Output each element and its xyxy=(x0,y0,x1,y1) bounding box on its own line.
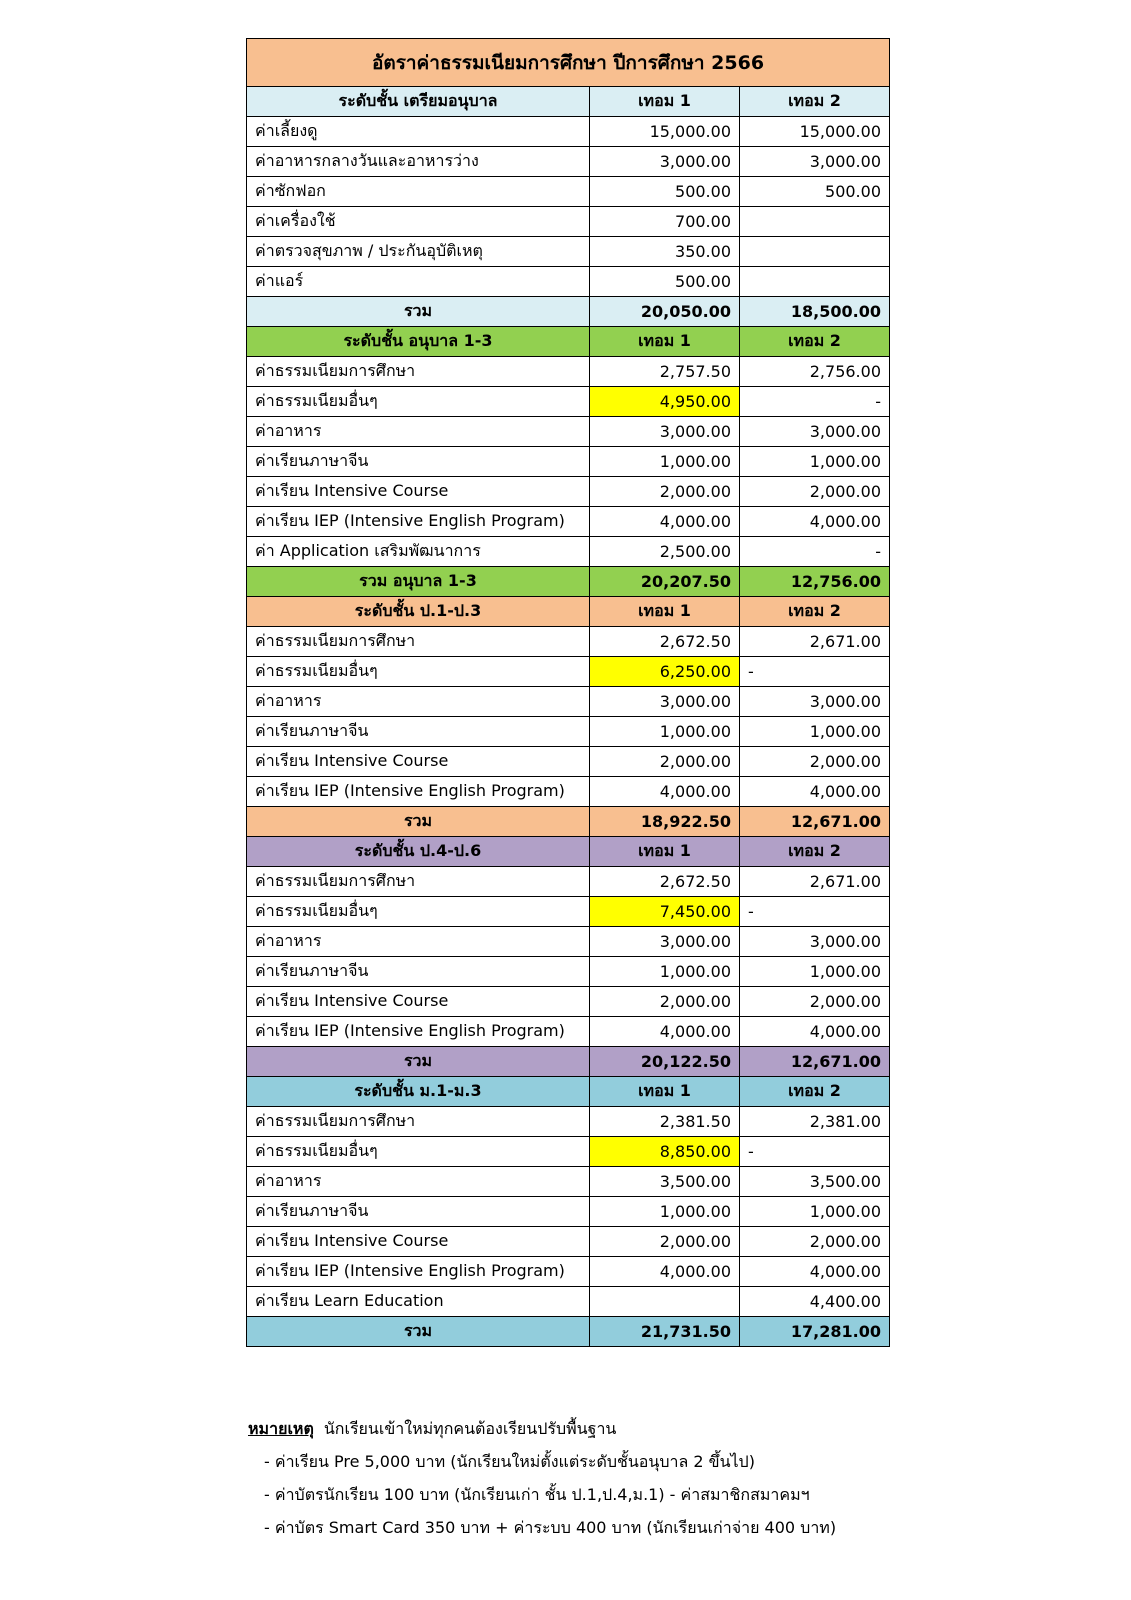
term2-amount: 2,381.00 xyxy=(740,1107,890,1137)
term1-amount: 2,672.50 xyxy=(590,867,740,897)
fee-label: ค่าตรวจสุขภาพ / ประกันอุบัติเหตุ xyxy=(247,237,590,267)
note-item: - ค่าเรียน Pre 5,000 บาท (นักเรียนใหม่ตั้งแต่ระดับชั้นอนุบาล 2 ขึ้นไป) xyxy=(264,1452,755,1471)
fee-label: ค่าเรียน Intensive Course xyxy=(247,747,590,777)
notes-intro: นักเรียนเข้าใหม่ทุกคนต้องเรียนปรับพื้นฐาน xyxy=(323,1419,617,1438)
term1-amount: 2,500.00 xyxy=(590,537,740,567)
term2-amount: 15,000.00 xyxy=(740,117,890,147)
fee-label: ค่าเรียน IEP (Intensive English Program) xyxy=(247,777,590,807)
fee-label: ค่าธรรมเนียมอื่นๆ xyxy=(247,657,590,687)
fee-row xyxy=(247,927,890,957)
fee-label: ค่าเรียน IEP (Intensive English Program) xyxy=(247,507,590,537)
fee-row xyxy=(247,1167,890,1197)
section-total-row xyxy=(247,1047,890,1077)
term2-amount: 2,000.00 xyxy=(740,1227,890,1257)
term1-amount: 1,000.00 xyxy=(590,957,740,987)
fee-label: ค่าแอร์ xyxy=(247,267,590,297)
term1-amount: 500.00 xyxy=(590,177,740,207)
term2-amount: 3,000.00 xyxy=(740,147,890,177)
fee-label: ค่าธรรมเนียมการศึกษา xyxy=(247,357,590,387)
term2-header: เทอม 2 xyxy=(740,87,890,117)
term1-header: เทอม 1 xyxy=(590,327,740,357)
term2-amount: 3,000.00 xyxy=(740,927,890,957)
term2-amount: 1,000.00 xyxy=(740,447,890,477)
term1-amount: 2,000.00 xyxy=(590,747,740,777)
term1-amount: 4,000.00 xyxy=(590,777,740,807)
fee-label: ค่าอาหารกลางวันและอาหารว่าง xyxy=(247,147,590,177)
fee-label: ค่าเรียน Intensive Course xyxy=(247,1227,590,1257)
fee-label: ค่าอาหาร xyxy=(247,927,590,957)
term2-amount: - xyxy=(740,387,890,417)
term2-amount: 3,000.00 xyxy=(740,417,890,447)
term2-amount: - xyxy=(740,537,890,567)
term2-amount: 1,000.00 xyxy=(740,957,890,987)
total-label: รวม xyxy=(247,1047,590,1077)
fee-row xyxy=(247,1257,890,1287)
fee-row xyxy=(247,177,890,207)
fee-label: ค่าเรียน Intensive Course xyxy=(247,477,590,507)
term2-amount: 3,000.00 xyxy=(740,687,890,717)
term1-total: 18,922.50 xyxy=(590,807,740,837)
section-total-row xyxy=(247,567,890,597)
term2-total: 12,671.00 xyxy=(740,807,890,837)
fee-row xyxy=(247,1107,890,1137)
term1-amount: 4,000.00 xyxy=(590,1257,740,1287)
fee-label: ค่าธรรมเนียมอื่นๆ xyxy=(247,1137,590,1167)
term2-amount: - xyxy=(740,897,890,927)
notes xyxy=(248,1412,836,1544)
term2-amount: 2,671.00 xyxy=(740,627,890,657)
fee-label: ค่าอาหาร xyxy=(247,1167,590,1197)
total-label: รวม xyxy=(247,297,590,327)
total-label: รวม xyxy=(247,1317,590,1347)
section-heading: ระดับชั้น ม.1-ม.3 xyxy=(247,1077,590,1107)
fee-label: ค่า Application เสริมพัฒนาการ xyxy=(247,537,590,567)
fee-row xyxy=(247,357,890,387)
fee-label: ค่าเรียน IEP (Intensive English Program) xyxy=(247,1257,590,1287)
term1-header: เทอม 1 xyxy=(590,1077,740,1107)
term2-total: 18,500.00 xyxy=(740,297,890,327)
section-heading: ระดับชั้น อนุบาล 1-3 xyxy=(247,327,590,357)
fee-row xyxy=(247,1287,890,1317)
fee-row xyxy=(247,897,890,927)
fee-label: ค่าเรียน Learn Education xyxy=(247,1287,590,1317)
fee-label: ค่าธรรมเนียมการศึกษา xyxy=(247,1107,590,1137)
section-total-row xyxy=(247,807,890,837)
section-heading: ระดับชั้น เตรียมอนุบาล xyxy=(247,87,590,117)
term2-total: 12,671.00 xyxy=(740,1047,890,1077)
fee-row xyxy=(247,537,890,567)
term2-header: เทอม 2 xyxy=(740,1077,890,1107)
term2-header: เทอม 2 xyxy=(740,837,890,867)
fee-row xyxy=(247,117,890,147)
term1-header: เทอม 1 xyxy=(590,837,740,867)
fee-table xyxy=(246,38,890,1347)
term1-amount: 1,000.00 xyxy=(590,447,740,477)
section-header-row xyxy=(247,837,890,867)
notes-header xyxy=(248,1412,836,1445)
term1-amount xyxy=(590,1287,740,1317)
fee-label: ค่าธรรมเนียมการศึกษา xyxy=(247,867,590,897)
term1-amount: 4,950.00 xyxy=(590,387,740,417)
fee-label: ค่าซักฟอก xyxy=(247,177,590,207)
term1-amount: 500.00 xyxy=(590,267,740,297)
term1-amount: 2,000.00 xyxy=(590,477,740,507)
fee-label: ค่าธรรมเนียมการศึกษา xyxy=(247,627,590,657)
section-header-row xyxy=(247,87,890,117)
term2-amount: 2,756.00 xyxy=(740,357,890,387)
section-total-row xyxy=(247,297,890,327)
notes-title: หมายเหตุ xyxy=(248,1419,314,1438)
total-label: รวม xyxy=(247,807,590,837)
term1-amount: 2,672.50 xyxy=(590,627,740,657)
fee-row xyxy=(247,717,890,747)
fee-row xyxy=(247,267,890,297)
fee-label: ค่าเรียน Intensive Course xyxy=(247,987,590,1017)
fee-row xyxy=(247,1227,890,1257)
term2-amount: 3,500.00 xyxy=(740,1167,890,1197)
fee-label: ค่าเรียนภาษาจีน xyxy=(247,957,590,987)
term2-amount: 4,000.00 xyxy=(740,777,890,807)
fee-label: ค่าอาหาร xyxy=(247,687,590,717)
term2-total: 17,281.00 xyxy=(740,1317,890,1347)
term1-amount: 1,000.00 xyxy=(590,1197,740,1227)
fee-row xyxy=(247,657,890,687)
term2-amount: 4,000.00 xyxy=(740,1257,890,1287)
term2-amount: 2,000.00 xyxy=(740,477,890,507)
term1-amount: 700.00 xyxy=(590,207,740,237)
fee-row xyxy=(247,387,890,417)
term1-amount: 3,000.00 xyxy=(590,927,740,957)
term2-amount xyxy=(740,207,890,237)
term1-amount: 6,250.00 xyxy=(590,657,740,687)
fee-label: ค่าเรียนภาษาจีน xyxy=(247,447,590,477)
section-heading: ระดับชั้น ป.4-ป.6 xyxy=(247,837,590,867)
term2-total: 12,756.00 xyxy=(740,567,890,597)
term1-amount: 2,000.00 xyxy=(590,1227,740,1257)
term2-amount: 500.00 xyxy=(740,177,890,207)
fee-table-body xyxy=(247,39,890,1347)
term2-header: เทอม 2 xyxy=(740,597,890,627)
term1-amount: 3,500.00 xyxy=(590,1167,740,1197)
term2-amount: 4,000.00 xyxy=(740,507,890,537)
fee-row xyxy=(247,627,890,657)
term1-amount: 3,000.00 xyxy=(590,417,740,447)
term2-amount: 2,671.00 xyxy=(740,867,890,897)
fee-row xyxy=(247,777,890,807)
term1-amount: 15,000.00 xyxy=(590,117,740,147)
section-header-row xyxy=(247,1077,890,1107)
term1-amount: 2,000.00 xyxy=(590,987,740,1017)
fee-label: ค่าเรียน IEP (Intensive English Program) xyxy=(247,1017,590,1047)
term1-amount: 7,450.00 xyxy=(590,897,740,927)
page-title: อัตราค่าธรรมเนียมการศึกษา ปีการศึกษา 2566 xyxy=(247,39,890,87)
fee-row xyxy=(247,237,890,267)
section-heading: ระดับชั้น ป.1-ป.3 xyxy=(247,597,590,627)
term1-total: 20,050.00 xyxy=(590,297,740,327)
fee-row xyxy=(247,747,890,777)
term1-amount: 3,000.00 xyxy=(590,687,740,717)
term2-amount: - xyxy=(740,657,890,687)
fee-row xyxy=(247,417,890,447)
fee-row xyxy=(247,147,890,177)
total-label: รวม อนุบาล 1-3 xyxy=(247,567,590,597)
fee-label: ค่าเรียนภาษาจีน xyxy=(247,1197,590,1227)
fee-row xyxy=(247,447,890,477)
term1-amount: 1,000.00 xyxy=(590,717,740,747)
fee-label: ค่าธรรมเนียมอื่นๆ xyxy=(247,387,590,417)
fee-row xyxy=(247,957,890,987)
fee-row xyxy=(247,1017,890,1047)
term2-amount: 1,000.00 xyxy=(740,717,890,747)
term1-total: 20,207.50 xyxy=(590,567,740,597)
fee-row xyxy=(247,207,890,237)
section-total-row xyxy=(247,1317,890,1347)
term1-total: 20,122.50 xyxy=(590,1047,740,1077)
term1-total: 21,731.50 xyxy=(590,1317,740,1347)
term2-amount: 4,000.00 xyxy=(740,1017,890,1047)
fee-row xyxy=(247,507,890,537)
fee-label: ค่าเรียนภาษาจีน xyxy=(247,717,590,747)
term1-header: เทอม 1 xyxy=(590,87,740,117)
fee-label: ค่าเครื่องใช้ xyxy=(247,207,590,237)
fee-row xyxy=(247,1197,890,1227)
term2-amount: 2,000.00 xyxy=(740,987,890,1017)
term2-amount: - xyxy=(740,1137,890,1167)
fee-label: ค่าอาหาร xyxy=(247,417,590,447)
section-header-row xyxy=(247,327,890,357)
term2-header: เทอม 2 xyxy=(740,327,890,357)
term1-amount: 4,000.00 xyxy=(590,1017,740,1047)
term1-amount: 350.00 xyxy=(590,237,740,267)
term1-amount: 2,757.50 xyxy=(590,357,740,387)
term2-amount: 4,400.00 xyxy=(740,1287,890,1317)
term2-amount: 2,000.00 xyxy=(740,747,890,777)
term1-amount: 3,000.00 xyxy=(590,147,740,177)
fee-row xyxy=(247,687,890,717)
term2-amount xyxy=(740,267,890,297)
note-item: - ค่าบัตร Smart Card 350 บาท + ค่าระบบ 400 บาท (นักเรียนเก่าจ่าย 400 บาท) xyxy=(264,1518,837,1537)
term2-amount: 1,000.00 xyxy=(740,1197,890,1227)
fee-row xyxy=(247,867,890,897)
note-item: - ค่าบัตรนักเรียน 100 บาท (นักเรียนเก่า ชั้น ป.1,ป.4,ม.1) - ค่าสมาชิกสมาคมฯ xyxy=(264,1485,810,1504)
fee-label: ค่าธรรมเนียมอื่นๆ xyxy=(247,897,590,927)
term1-header: เทอม 1 xyxy=(590,597,740,627)
fee-label: ค่าเลี้ยงดู xyxy=(247,117,590,147)
term2-amount xyxy=(740,237,890,267)
section-header-row xyxy=(247,597,890,627)
fee-row xyxy=(247,477,890,507)
title-row xyxy=(247,39,890,87)
fee-row xyxy=(247,1137,890,1167)
term1-amount: 2,381.50 xyxy=(590,1107,740,1137)
term1-amount: 4,000.00 xyxy=(590,507,740,537)
term1-amount: 8,850.00 xyxy=(590,1137,740,1167)
fee-row xyxy=(247,987,890,1017)
